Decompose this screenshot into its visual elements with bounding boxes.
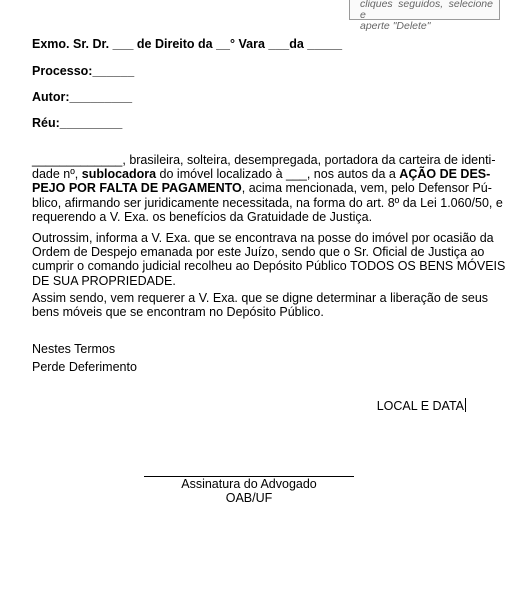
local-data-line[interactable]	[377, 398, 466, 414]
paragraph-request[interactable]	[32, 291, 489, 320]
reu-field[interactable]: Réu:_________	[32, 116, 123, 130]
text-line: _____________, brasileira, solteira, desempregada, portadora da carteira de identi-	[32, 153, 496, 167]
text-line: PEJO POR FALTA DE PAGAMENTO, acima mencionada, vem, pelo Defensor Pú-	[32, 181, 492, 196]
text-line: bens móveis que se encontram no Depósito Público.	[32, 305, 324, 320]
signature-name[interactable]: Assinatura do Advogado	[181, 477, 317, 491]
bold-term: sublocadora	[81, 167, 157, 182]
bold-term: PEJO POR FALTA DE PAGAMENTO	[32, 181, 242, 196]
tooltip-line: cliques seguidos, selecione e	[360, 0, 493, 21]
closing-nestes-termos[interactable]: Nestes Termos	[32, 342, 116, 356]
addressee-line[interactable]: Exmo. Sr. Dr. ___ de Direito da __° Vara ___da _____	[32, 37, 343, 51]
text-line: DE SUA PROPRIEDADE.	[32, 273, 176, 288]
text-line: blico, afirmando ser juridicamente necessitada, na forma do art. 8º da Lei 1.060/50, e	[32, 195, 503, 210]
text-cursor	[465, 398, 466, 412]
processo-field[interactable]: Processo:______	[32, 64, 135, 78]
tooltip-line: aperte "Delete"	[360, 20, 431, 32]
text-line: cumprir o comando judicial recolheu ao Depósito Público TODOS OS BENS MÓVEIS	[32, 259, 505, 274]
local-data-text: LOCAL E DATA	[376, 399, 464, 413]
instruction-tooltip	[349, 0, 500, 32]
paragraph-qualification[interactable]	[32, 153, 503, 224]
signature-oab[interactable]: OAB/UF	[225, 491, 273, 505]
closing-deferimento[interactable]: Perde Deferimento	[32, 360, 137, 374]
text-line: Ordem de Despejo emanada por este Juízo, sendo que o Sr. Oficial de Justiça ao	[32, 245, 485, 260]
text-line: Assim sendo, vem requerer a V. Exa. que se digne determinar a liberação de seus	[32, 291, 489, 305]
text-line: dade nº, sublocadora do imóvel localizado à ___, nos autos da a AÇÃO DE DES-	[32, 167, 491, 182]
bold-term: AÇÃO DE DES-	[399, 167, 491, 182]
text-line: Outrossim, informa a V. Exa. que se encontrava na posse do imóvel por ocasião da	[32, 231, 494, 245]
text-line: requerendo a V. Exa. os benefícios da Gratuidade de Justiça.	[32, 209, 373, 224]
paragraph-facts[interactable]	[32, 231, 505, 288]
autor-field[interactable]: Autor:_________	[32, 90, 133, 104]
